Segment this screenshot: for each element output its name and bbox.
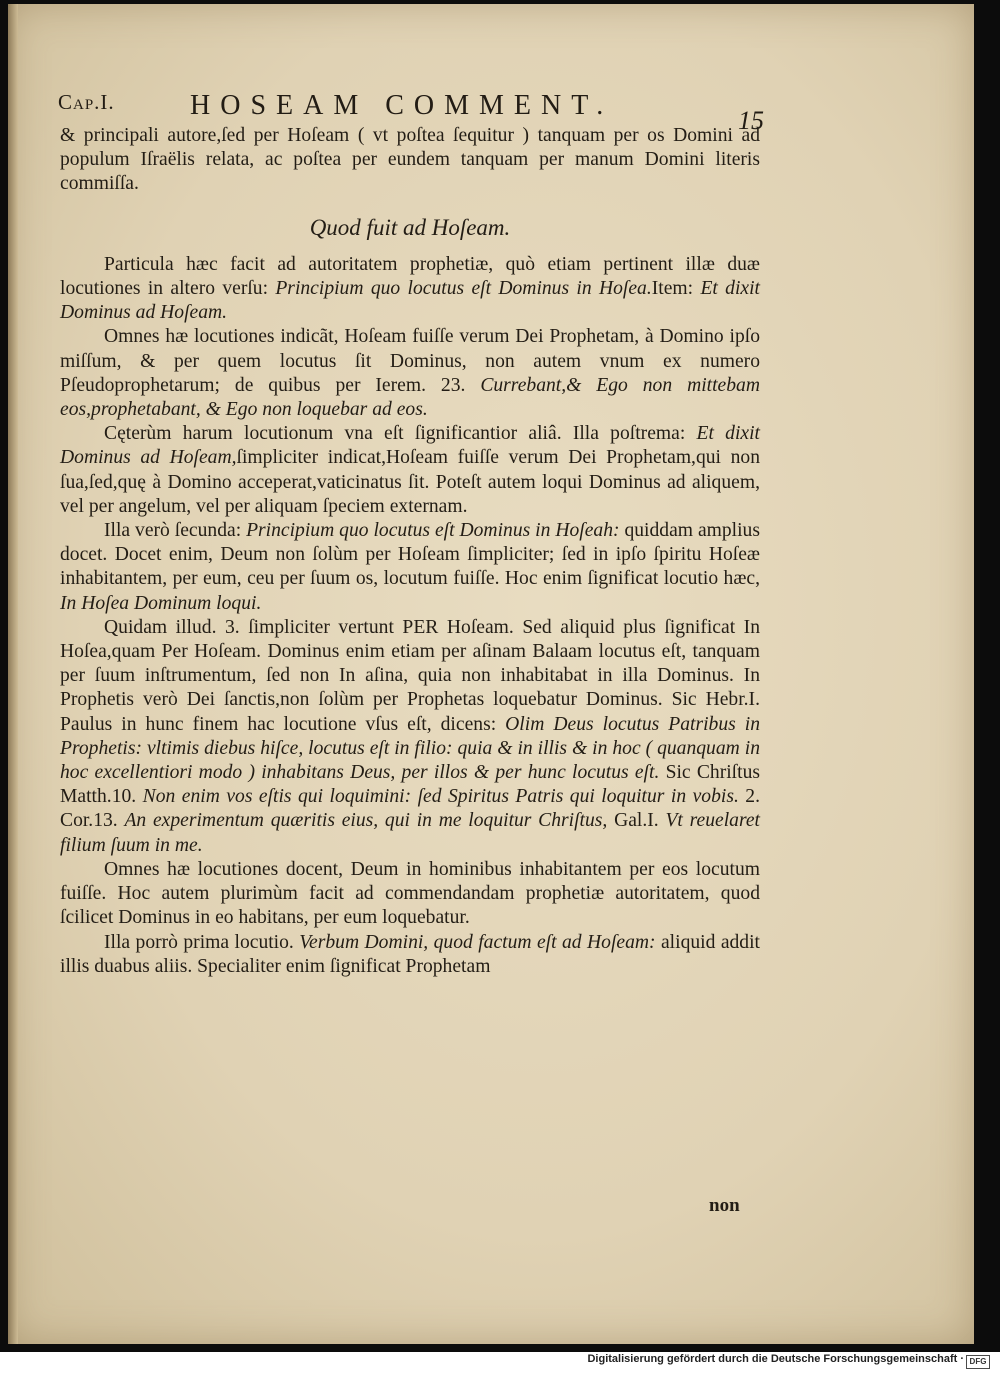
text-run: Particula hæc facit ad autoritatem prophetiæ, quò etiam pertinent illæ duæ locutiones in altero verſu: xyxy=(60,253,760,300)
text-run: Illa porrò prima locutio. xyxy=(104,931,300,953)
italic-run: Olim Deus locutus Patribus in Prophetis: vltimis diebus hiſce, locutus eſt in filio: quia & in illis & in hoc ( quanquam in hoc excellentiori modo ) inhabitans Deus, per illos & per hunc locutus eſt. xyxy=(60,713,761,784)
section-heading: Quod fuit ad Hoſeam. xyxy=(309,214,511,240)
text-run: Item: xyxy=(651,278,701,300)
paragraph xyxy=(60,124,760,197)
text-run: Quidam illud. 3. ſimpliciter vertunt PER Hoſeam. Sed aliquid plus ſignificat In Hoſea,quam Per Hoſeam. Dominus enim etiam per aſinam Balaam locutus eſt, tanquam per ſuum inſtrumentum, ſed non In aſina, quia non inhabitabat in illa Dominus. In Prophetis verò Dei ſanctis,non ſolùm per Prophetas loquebatur Dominus. Sic Hebr.I. Paulus in hunc finem hac locutione vſus eſt, dicens: xyxy=(60,616,760,735)
paragraph xyxy=(60,325,760,422)
italic-run: In Hoſea Dominum loqui. xyxy=(60,592,262,614)
catchword: non xyxy=(709,1195,740,1216)
paragraph xyxy=(60,858,760,931)
italic-run: Principium quo locutus eſt Dominus in Hoſea. xyxy=(275,278,652,300)
text-run: Omnes hæ locutiones docent, Deum in hominibus inhabitantem per eos locutum fuiſſe. Hoc autem plurimùm facit ad commendandam prophetiæ autoritatem, quod ſcilicet Dominus in eo habitans, per eum loquebatur. xyxy=(60,858,760,929)
text-run: Gal.I. xyxy=(607,810,666,832)
text-run: Omnes hæ locutiones indicãt, Hoſeam fuiſſe verum Dei Prophetam, à Domino ipſo miſſum, & per quem locutus ſit Dominus, non autem vnum ex numero Pſeudoprophetarum; de quibus per Ierem. 23. xyxy=(60,326,760,396)
italic-run: Et dixit Dominus ad Hoſeam, xyxy=(60,423,760,469)
italic-run: Currebant,& Ego non mittebam eos,prophetabant, & Ego non loquebar ad eos. xyxy=(60,374,760,421)
page-binding-edge xyxy=(8,4,18,1344)
text-run: Illa verò ſecunda: xyxy=(104,520,247,542)
text-run: aliquid addit illis duabus aliis. Specialiter enim ſignificat Prophetam xyxy=(60,931,760,977)
italic-run: An experimentum quæritis eius, qui in me loquitur Chriſtus, xyxy=(124,810,608,832)
italic-run: Verbum Domini, quod factum eſt ad Hoſeam: xyxy=(299,931,656,953)
text-run: & principali autore,ſed per Hoſeam ( vt poſtea ſequitur ) tanquam per os Domini ad populum Iſraëlis relata, ac poſtea per eundem tanquam per manum Domini literis commiſſa. xyxy=(60,125,760,195)
italic-run: Vt reuelaret filium ſuum in me. xyxy=(60,810,760,856)
paragraph xyxy=(60,616,760,858)
paragraph xyxy=(60,422,760,519)
paragraph xyxy=(60,253,760,326)
italic-run: Et dixit Dominus ad Hoſeam. xyxy=(60,278,760,324)
paragraph xyxy=(60,519,760,616)
dfg-logo: DFG xyxy=(966,1355,990,1369)
running-head-title: HOSEAM COMMENT. xyxy=(190,90,614,121)
italic-run: Principium quo locutus eſt Dominus in Hoſeah: xyxy=(246,520,620,542)
paragraph xyxy=(60,931,760,979)
italic-run: Non enim vos eſtis qui loquimini: ſed Spiritus Patris qui loquitur in vobis. xyxy=(142,786,739,808)
page-number: 15 xyxy=(738,106,764,135)
text-run: quiddam amplius docet. Docet enim, Deum non ſolùm per Hoſeam ſimpliciter; ſed in ipſo ſpiritu Hoſeæ inhabitantem, per eum, ceu per ſuum os, locutum fuiſſe. Hoc enim ſignificat locutio hæc, xyxy=(60,520,760,590)
running-head-chapter: Cap.I. xyxy=(58,90,115,114)
funding-credit: Digitalisierung gefördert durch die Deutsche Forschungsgemeinschaft · xyxy=(587,1353,964,1365)
text-run: Sic Chriſtus Matth.10. xyxy=(60,762,760,808)
text-run: Cęterùm harum locutionum vna eſt ſignificantior aliâ. Illa poſtrema: xyxy=(104,423,697,445)
body-text xyxy=(60,124,760,979)
text-run: 2. Cor.13. xyxy=(60,786,760,832)
text-run: ſimpliciter indicat,Hoſeam fuiſſe verum Dei Prophetam,qui non ſua,ſed,quę à Domino acceperat,vaticinatus ſit. Poteſt autem loqui Dominus ad aliquem, vel per angelum, vel per aliquam ſpeciem externam. xyxy=(60,447,760,517)
